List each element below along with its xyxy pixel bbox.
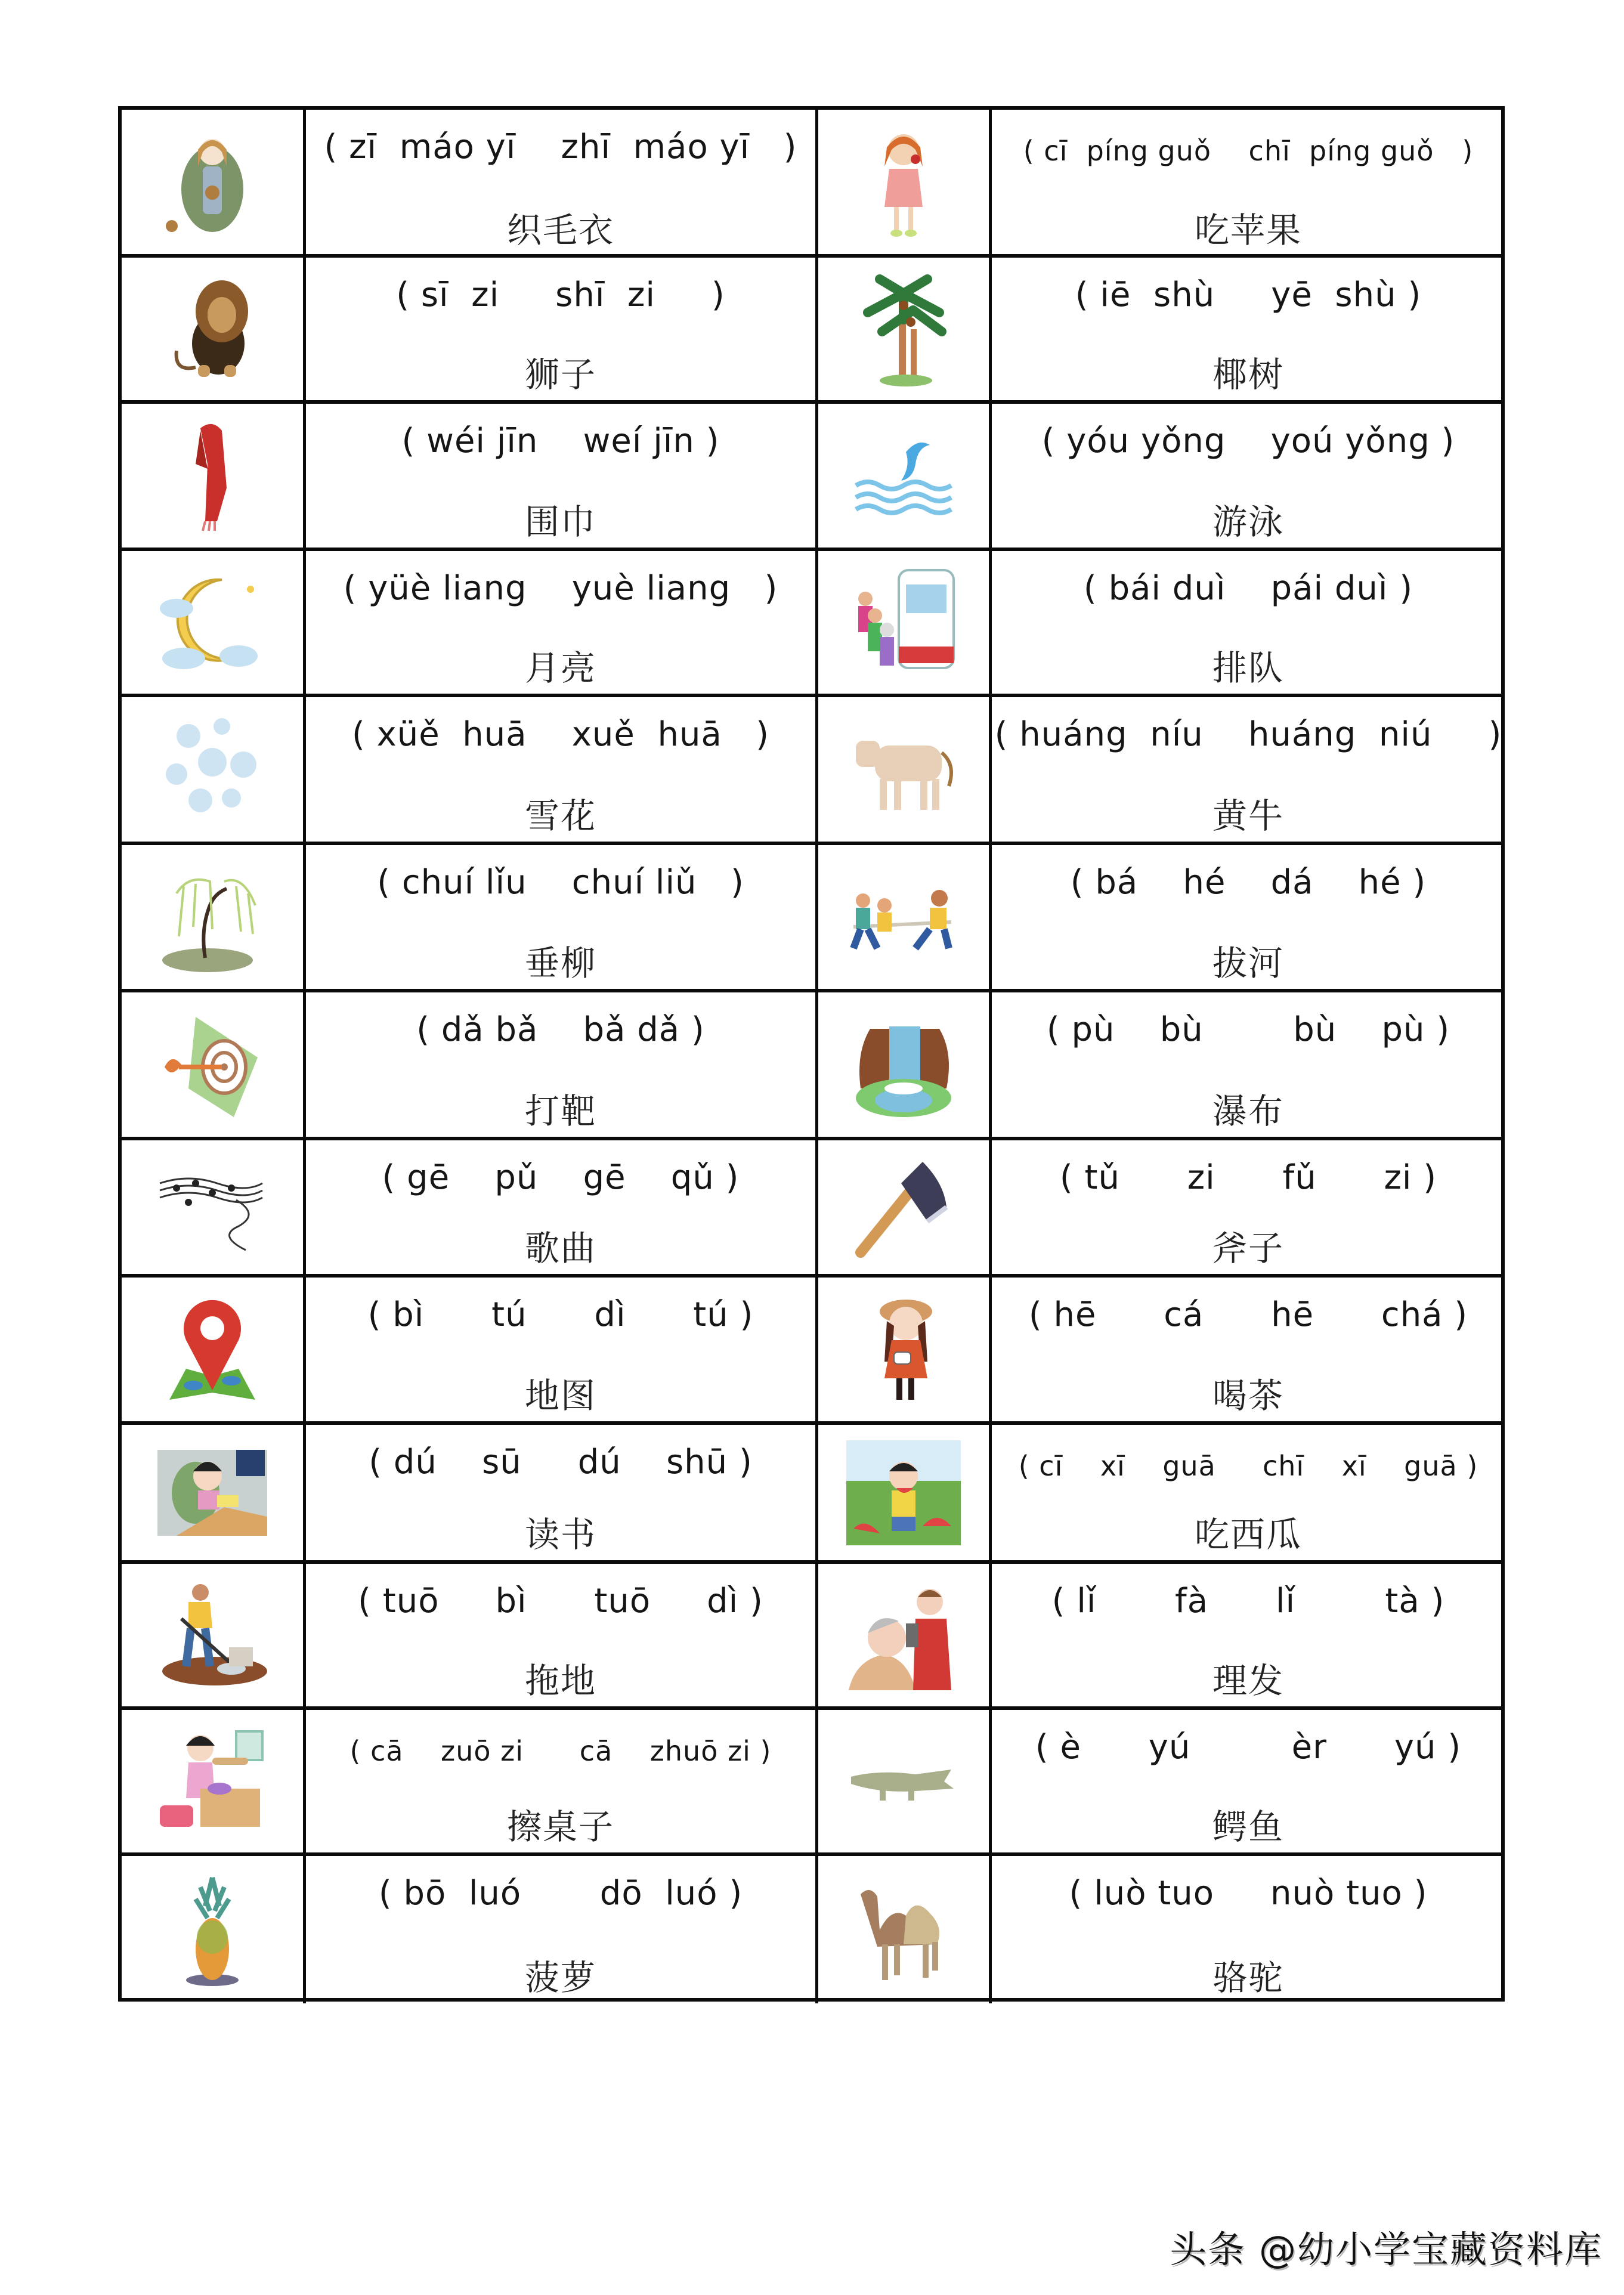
word-cell <box>303 1856 815 2003</box>
scarf-icon <box>153 416 272 536</box>
chinese-word: 瀑布 <box>1212 1091 1284 1131</box>
illustration-cell <box>815 697 989 842</box>
word-cell <box>989 697 1505 842</box>
word-cell <box>989 110 1505 256</box>
illustration-cell <box>815 110 989 256</box>
tug-of-war-icon <box>844 858 963 977</box>
illustration-cell <box>122 551 303 694</box>
chinese-word: 狮子 <box>524 354 596 395</box>
chinese-word: 雪花 <box>524 796 596 836</box>
worksheet-row <box>122 400 1501 548</box>
pinyin-choices: ( tuō bì tuō dì ) <box>358 1582 763 1620</box>
pinyin-choices: ( hē cá hē chá ) <box>1028 1295 1468 1334</box>
waterfall-icon <box>844 1005 963 1124</box>
illustration-cell <box>122 1425 303 1560</box>
illustration-cell <box>122 697 303 842</box>
pineapple-icon <box>153 1870 272 1990</box>
worksheet-row <box>122 1852 1501 2003</box>
illustration-cell <box>122 1856 303 2003</box>
word-cell <box>303 1564 815 1706</box>
pinyin-choices: ( tǔ zi fǔ zi ) <box>1059 1158 1437 1197</box>
chinese-word: 菠萝 <box>524 1957 596 1998</box>
pinyin-choices: ( lǐ fà lǐ tà ) <box>1051 1582 1445 1620</box>
moon-icon <box>153 563 272 682</box>
chinese-word: 骆驼 <box>1212 1957 1284 1998</box>
word-cell <box>303 404 815 548</box>
illustration-cell <box>815 1710 989 1852</box>
chinese-word: 鳄鱼 <box>1212 1807 1284 1847</box>
word-cell <box>989 1710 1505 1852</box>
worksheet-row <box>122 1560 1501 1706</box>
chinese-word: 月亮 <box>524 648 596 688</box>
pinyin-choices: ( wéi jīn weí jīn ) <box>401 422 720 460</box>
cow-icon <box>844 710 963 829</box>
chinese-word: 歌曲 <box>524 1228 596 1269</box>
watermark: 头条 @幼小学宝藏资料库 <box>1170 2228 1603 2271</box>
illustration-cell <box>122 404 303 548</box>
pinyin-choices: ( xüě huā xuě huā ) <box>351 715 770 754</box>
word-cell <box>989 845 1505 989</box>
worksheet-row <box>122 1421 1501 1560</box>
illustration-cell <box>122 110 303 256</box>
pinyin-choices: ( gē pǔ gē qǔ ) <box>382 1158 740 1197</box>
chinese-word: 拖地 <box>524 1660 596 1701</box>
chinese-word: 织毛衣 <box>506 210 614 250</box>
illustration-cell <box>122 1710 303 1852</box>
worksheet-row <box>122 842 1501 989</box>
illustration-cell <box>122 258 303 400</box>
pinyin-choices: ( è yú èr yú ) <box>1035 1728 1462 1767</box>
pinyin-choices: ( sī zi shī zi ) <box>396 276 725 314</box>
illustration-cell <box>122 845 303 989</box>
pinyin-choices: ( bō luó dō luó ) <box>378 1874 743 1913</box>
pinyin-choices: ( bì tú dì tú ) <box>367 1295 754 1334</box>
music-notes-icon <box>153 1148 272 1267</box>
word-cell <box>989 1856 1505 2003</box>
chinese-word: 椰树 <box>1212 354 1284 395</box>
word-cell <box>989 1425 1505 1560</box>
chinese-word: 吃苹果 <box>1194 210 1302 250</box>
worksheet-row <box>122 694 1501 842</box>
pinyin-choices: ( pù bù bù pù ) <box>1046 1010 1450 1049</box>
chinese-word: 理发 <box>1212 1660 1284 1701</box>
word-cell <box>989 551 1505 694</box>
pinyin-choices: ( luò tuo nuò tuo ) <box>1069 1874 1428 1913</box>
word-cell <box>303 1278 815 1421</box>
word-cell <box>989 404 1505 548</box>
axe-icon <box>844 1148 963 1267</box>
word-cell <box>303 258 815 400</box>
illustration-cell <box>815 1278 989 1421</box>
girl-drinking-tea-icon <box>844 1290 963 1409</box>
worksheet-row <box>122 1137 1501 1274</box>
chinese-word: 黄牛 <box>1212 796 1284 836</box>
worksheet-row <box>122 989 1501 1137</box>
chinese-word: 垂柳 <box>524 943 596 983</box>
illustration-cell <box>122 1278 303 1421</box>
snowflakes-icon <box>153 710 272 829</box>
wiping-table-icon <box>153 1722 272 1841</box>
mopping-floor-icon <box>153 1576 272 1695</box>
queue-train-icon <box>844 563 963 682</box>
coconut-tree-icon <box>844 270 963 389</box>
chinese-word: 吃西瓜 <box>1194 1514 1302 1555</box>
chinese-word: 斧子 <box>1212 1228 1284 1269</box>
worksheet-row <box>122 548 1501 694</box>
crocodile-icon <box>844 1722 963 1841</box>
illustration-cell <box>815 1425 989 1560</box>
haircut-icon <box>844 1576 963 1695</box>
word-cell <box>303 110 815 256</box>
word-cell <box>303 1710 815 1852</box>
illustration-cell <box>815 1564 989 1706</box>
word-cell <box>989 1278 1505 1421</box>
pinyin-choices: ( yóu yǒng yoú yǒng ) <box>1041 422 1455 460</box>
lion-icon <box>153 270 272 389</box>
word-cell <box>989 1140 1505 1274</box>
pinyin-choices: ( zī máo yī zhī máo yī ) <box>324 128 797 166</box>
illustration-cell <box>815 551 989 694</box>
worksheet-row <box>122 110 1501 256</box>
worksheet-row <box>122 1706 1501 1852</box>
chinese-word: 擦桌子 <box>506 1807 614 1847</box>
pinyin-choices: ( chuí lǐu chuí liǔ ) <box>377 863 744 902</box>
chinese-word: 围巾 <box>524 502 596 542</box>
illustration-cell <box>815 404 989 548</box>
pinyin-choices: ( yüè liang yuè liang ) <box>343 569 778 608</box>
chinese-word: 读书 <box>524 1514 596 1555</box>
chinese-word: 排队 <box>1212 648 1284 688</box>
chinese-word: 游泳 <box>1212 502 1284 542</box>
word-cell <box>303 1140 815 1274</box>
pinyin-worksheet-table <box>118 106 1505 2002</box>
word-cell <box>303 697 815 842</box>
pinyin-choices: ( dǎ bǎ bǎ dǎ ) <box>416 1010 705 1049</box>
chinese-word: 地图 <box>524 1375 596 1416</box>
illustration-cell <box>815 992 989 1137</box>
illustration-cell <box>815 845 989 989</box>
pinyin-choices: ( cā zuō zi cā zhuō zi ) <box>349 1735 772 1767</box>
boy-eating-watermelon-icon <box>844 1433 963 1552</box>
pinyin-choices: ( iē shù yē shù ) <box>1075 276 1422 314</box>
chinese-word: 喝茶 <box>1212 1375 1284 1416</box>
camel-icon <box>844 1870 963 1990</box>
chinese-word: 拔河 <box>1212 943 1284 983</box>
word-cell <box>989 258 1505 400</box>
pinyin-choices: ( dú sū dú shū ) <box>369 1443 753 1481</box>
girl-reading-icon <box>153 1433 272 1552</box>
pinyin-choices: ( huáng níu huáng niú ) <box>994 715 1502 754</box>
pinyin-choices: ( bái duì pái duì ) <box>1083 569 1413 608</box>
word-cell <box>989 1564 1505 1706</box>
girl-eating-apple-icon <box>844 123 963 243</box>
worksheet-row <box>122 1274 1501 1421</box>
illustration-cell <box>122 1564 303 1706</box>
willow-tree-icon <box>153 858 272 977</box>
pinyin-choices: ( cī xī guā chī xī guā ) <box>1018 1450 1478 1482</box>
worksheet-row <box>122 254 1501 400</box>
illustration-cell <box>815 258 989 400</box>
illustration-cell <box>122 1140 303 1274</box>
dart-target-icon <box>153 1005 272 1124</box>
word-cell <box>303 845 815 989</box>
illustration-cell <box>815 1856 989 2003</box>
pinyin-choices: ( bá hé dá hé ) <box>1070 863 1427 902</box>
pinyin-choices: ( cī píng guǒ chī píng guǒ ) <box>1023 135 1474 167</box>
illustration-cell <box>122 992 303 1137</box>
chinese-word: 打靶 <box>524 1091 596 1131</box>
word-cell <box>303 1425 815 1560</box>
swimming-icon <box>844 416 963 536</box>
knitting-girl-icon <box>153 123 272 243</box>
word-cell <box>303 551 815 694</box>
map-pin-icon <box>153 1290 272 1409</box>
word-cell <box>303 992 815 1137</box>
illustration-cell <box>815 1140 989 1274</box>
word-cell <box>989 992 1505 1137</box>
